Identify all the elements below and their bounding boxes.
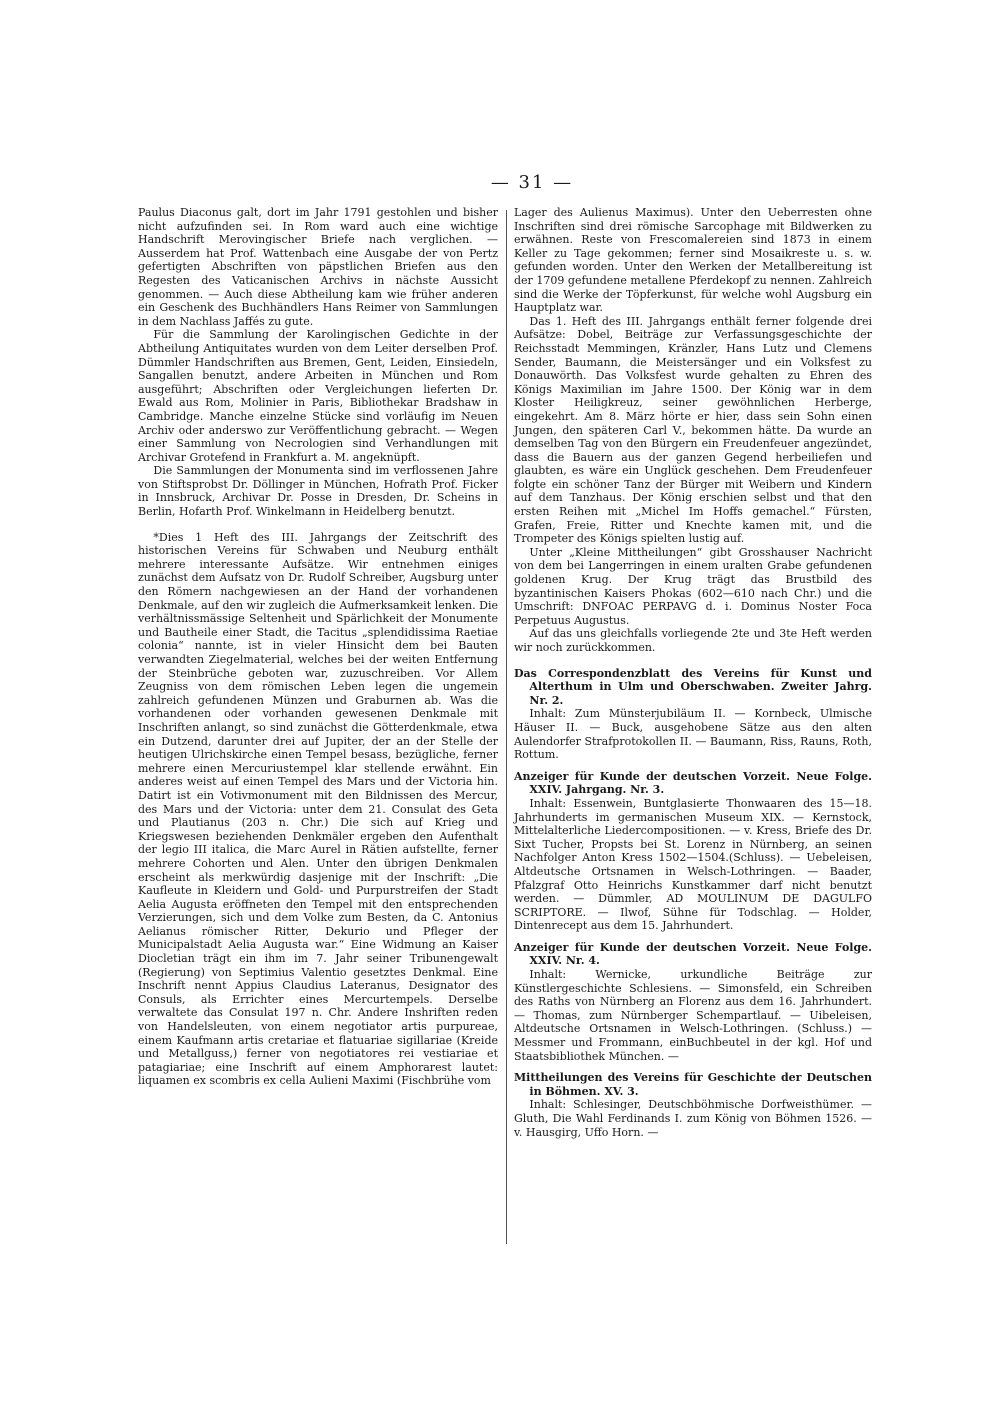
left-column (138, 206, 498, 1088)
entry-correspondenzblatt (514, 667, 872, 708)
entry-mittheilungen-boehmen (514, 1071, 872, 1098)
entry-title: Anzeiger für Kunde der deutschen Vorzeit. (514, 769, 790, 783)
entry-anzeiger-nr3 (514, 770, 872, 797)
right-paragraph-4: Auf das uns gleichfalls vorliegende 2te und 3te Heft werden wir noch zurückkommen. (514, 627, 872, 654)
entry-subtitle: Neue Folge. XXIV. Nr. 4. (529, 940, 872, 968)
right-paragraph-2: Das 1. Heft des III. Jahrgangs enthält ferner folgende drei Aufsätze: Dobel, Beiträge zur Verfassungsgeschichte der Reichsstadt Memmingen, Kränzler, Hans Lutz und Clemens Sender, Baumann, die Meistersänger und ein Volksfest zu Donauwörth. Das Volksfest wurde gehalten zu Ehren des Königs Maximilian im Jahre 1500. Der König war in dem Kloster Heiligkreuz, seiner gewöhnlichen Herberge, eingekehrt. Am 8. März hörte er hier, dass sein Sohn einen Jungen, den späteren Carl V., bekommen hätte. Da wurde an demselben Tag von den Bürgern ein Freudenfeuer angezündet, dass die Bauern aus der ganzen Gegend herbeiliefen und glaubten, es wäre ein Unglück geschehen. Dem Freudenfeuer folgte ein schöner Tanz der Bürger mit Weibern und Kindern auf dem Tanzhaus. Der König erschien selbst und that den ersten Reihen mit „Michel Im Hoffs gemachel.“ Fürsten, Grafen, Freie, Ritter und Knechte kamen mit, und die Trompeter des Königs spielten lustig auf. (514, 314, 872, 546)
entry-subtitle: XV. 3. (604, 1084, 639, 1098)
entry-subtitle: Zweiter Jahrg. Nr. 2. (529, 680, 872, 707)
entry-title: Das Correspondenzblatt des Vereins für Kunst und Alterthum in Ulm und Oberschwaben. (514, 666, 872, 694)
entry-body: Inhalt: Essenwein, Buntglasierte Thonwaaren des 15—18. Jahrhunderts im germanischen Museum XIX. — Kernstock, Mittelalterliche Liedercompositionen. — v. Kress, Briefe des Dr. Sixt Tucher, Propsts bei St. Lorenz in Nürnberg, an seinen Nachfolger Anton Kress 1502—1504.(Schluss). — Uebeleisen, Altdeutsche Ortsnamen in Welsch-Lothringen. — Baader, Pfalzgraf Otto Heinrichs Kunstkammer darf nicht benutzt werden. — Dümmler, AD MOULINUM DE DAGULFO SCRIPTORE. — Ilwof, Sühne für Todschlag. — Holder, Dintenrecept aus dem 15. Jahrhundert. (514, 796, 872, 933)
entry-subtitle: Neue Folge. XXIV. Jahrgang. Nr. 3. (529, 769, 872, 797)
entry-title: Mittheilungen des Vereins für Geschichte der Deutschen in Böhmen. (514, 1071, 872, 1098)
right-paragraph-1: Lager des Aulienus Maximus). Unter den Ueberresten ohne Inschriften sind drei römische Sarcophage mit Bildwerken zu erwähnen. Reste von Frescomalereien sind 1873 in einem Keller zu Tage gekommen; ferner sind Mosaikreste u. s. w. gefunden worden. Unter den Werken der Metallbereitung ist der 1709 gefundene metallene Pferdekopf zu nennen. Zahlreich sind die Werke der Töpferkunst, für welche wohl Augsburg ein Hauptplatz war. (514, 206, 872, 315)
page-number: — 31 — (490, 172, 574, 193)
entry-body: Inhalt: Zum Münsterjubiläum II. — Kornbeck, Ulmische Häuser II. — Buck, ausgehobene Sätze aus den alten Aulendorfer Strafprotokollen II. — Baumann, Riss, Rauns, Roth, Rottum. (514, 707, 872, 762)
right-paragraph-3: Unter „Kleine Mittheilungen“ gibt Grosshauser Nachricht von dem bei Langerringen in einem uralten Grabe gefundenen goldenen Krug. Der Krug trägt das Brustbild des byzantinischen Kaisers Phokas (602—610 nach Chr.) und die Umschrift: DNFOAC PERPAVG d. i. Dominus Noster Foca Perpetuus Augustus. (514, 545, 872, 627)
left-paragraph-3: Die Sammlungen der Monumenta sind im verflossenen Jahre von Stiftsprobst Dr. Döllinger in München, Hofrath Prof. Ficker in Innsbruck, Archivar Dr. Posse in Dresden, Dr. Scheins in Berlin, Hofarth Prof. Winkelmann in Heidelberg benutzt. (138, 464, 498, 519)
right-column (514, 206, 872, 1139)
entry-body: Inhalt: Wernicke, urkundliche Beiträge zur Künstlergeschichte Schlesiens. — Simonsfeld, ein Schreiben des Raths von Nürnberg an Florenz aus dem 16. Jahrhundert. — Thomas, zum Nürnberger Schempartlauf. — Uibeleisen, Altdeutsche Ortsnamen in Welsch-Lothringen. (Schluss.) — Messmer und Frommann, einBuchbeutel in der kgl. Hof und Staatsbibliothek München. — (514, 968, 872, 1063)
left-paragraph-2: Für die Sammlung der Karolingischen Gedichte in der Abtheilung Antiquitates wurden von dem Leiter derselben Prof. Dümmler Handschriften aus Bremen, Gent, Leiden, Einsiedeln, Sangallen benutzt, andere Arbeiten in München und Rom ausgeführt; Abschriften oder Vergleichungen lieferten Dr. Ewald aus Rom, Molinier in Paris, Bibliothekar Bradshaw in Cambridge. Manche einzelne Stücke sind vorläufig im Neuen Archiv oder anderswo zur Veröffentlichung gebracht. — Wegen einer Sammlung von Necrologien sind Verhandlungen mit Archivar Grotefend in Frankfurt a. M. angeknüpft. (138, 328, 498, 464)
left-paragraph-4: *Dies 1 Heft des III. Jahrgangs der Zeitschrift des historischen Vereins für Schwaben und Neuburg enthält mehrere interessante Aufsätze. Wir entnehmen einiges zunächst dem Aufsatz von Dr. Rudolf Schreiber, Augsburg unter den Römern nachgewiesen an der Hand der vorhandenen Denkmale, auf den wir zugleich die Aufmerksamkeit lenken. Die verhältnissmässige Seltenheit und Spärlichkeit der Monumente und Bautheile einer Stadt, die Tacitus „splendidissima Raetiae colonia“ nannte, ist in vieler Hinsicht dem bei Bauten verwandten Ziegelmaterial, welches bei der weiten Entfernung der Steinbrüche geboten war, zuzuschreiben. Vor Allem Zeugniss von dem römischen Leben legen die ungemein zahlreich gefundenen Münzen und Graburnen ab. Was die vorhandenen oder vorhanden gewesenen Denkmale mit Inschriften anlangt, so sind zunächst die Götterdenkmale, etwa ein Dutzend, darunter drei auf Jupiter, der an der Stelle der heutigen Ulrichskirche einen Tempel besass, bezügliche, ferner mehrere einen Mercuriustempel klar stellende erwähnt. Ein anderes weist auf einen Tempel des Mars und der Victoria hin. Datirt ist ein Votivmonument mit den Bildnissen des Mercur, des Mars und der Victoria: unter dem 21. Consulat des Geta und Plautianus (203 n. Chr.) Die sich auf Krieg und Kriegswesen beziehenden Denkmäler ergeben den Aufenthalt der legio III italica, die Marc Aurel in Rätien aufstellte, ferner mehrere Cohorten und Alen. Unter den übrigen Denkmalen erscheint als merkwürdig dasjenige mit der Inschrift: „Die Kaufleute in Kleidern und Gold- und Purpurstreifen der Stadt Aelia Augusta eröffneten den Tempel mit den entsprechenden Verzierungen, sich und dem Volke zum Besten, da C. Antonius Aelianus römischer Ritter, Dekurio und Pfleger der Municipalstadt Aelia Augusta war.“ Eine Widmung an Kaiser Diocletian trägt ein ihm im 7. Jahr seiner Tribunengewalt (Regierung) von Septimius Valentio gesetztes Denkmal. Eine Inschrift nennt Appius Claudius Lateranus, Designator des Consuls, als Errichter eines Mercurtempels. Derselbe verwaltete das Consulat 197 n. Chr. Andere Inshriften reden von Handelsleuten, von einem negotiator artis purpureae, einem Kaufmann artis cretariae et flatuariae sigillariae (Kreide und Metallguss,) ferner von negotiatores rei vestiariae et patagiariae; eine Inschrift auf einem Amphorarest lautet: liquamen ex scombris ex cella Aulieni Maximi (Fischbrühe vom (138, 530, 498, 1088)
entry-title: Anzeiger für Kunde der deutschen Vorzeit. (514, 940, 790, 954)
entry-body: Inhalt: Schlesinger, Deutschböhmische Dorfweisthümer. — Gluth, Die Wahl Ferdinands I. zum König von Böhmen 1526. — v. Hausgirg, Uffo Horn. — (514, 1098, 872, 1139)
left-paragraph-1: Paulus Diaconus galt, dort im Jahr 1791 gestohlen und bisher nicht aufzufinden sei. In Rom ward auch eine wichtige Handschrift Merovingischer Briefe nach verglichen. — Ausserdem hat Prof. Wattenbach eine Ausgabe der von Pertz gefertigten Abschriften von päpstlichen Briefen aus den Regesten des Vaticanischen Archivs in nächste Aussicht genommen. — Auch diese Abtheilung kam wie früher anderen ein Geschenk des Buchhändlers Hans Reimer von Sammlungen in dem Nachlass Jaffés zu gute. (138, 206, 498, 328)
entry-anzeiger-nr4 (514, 941, 872, 968)
column-divider (506, 210, 507, 1244)
